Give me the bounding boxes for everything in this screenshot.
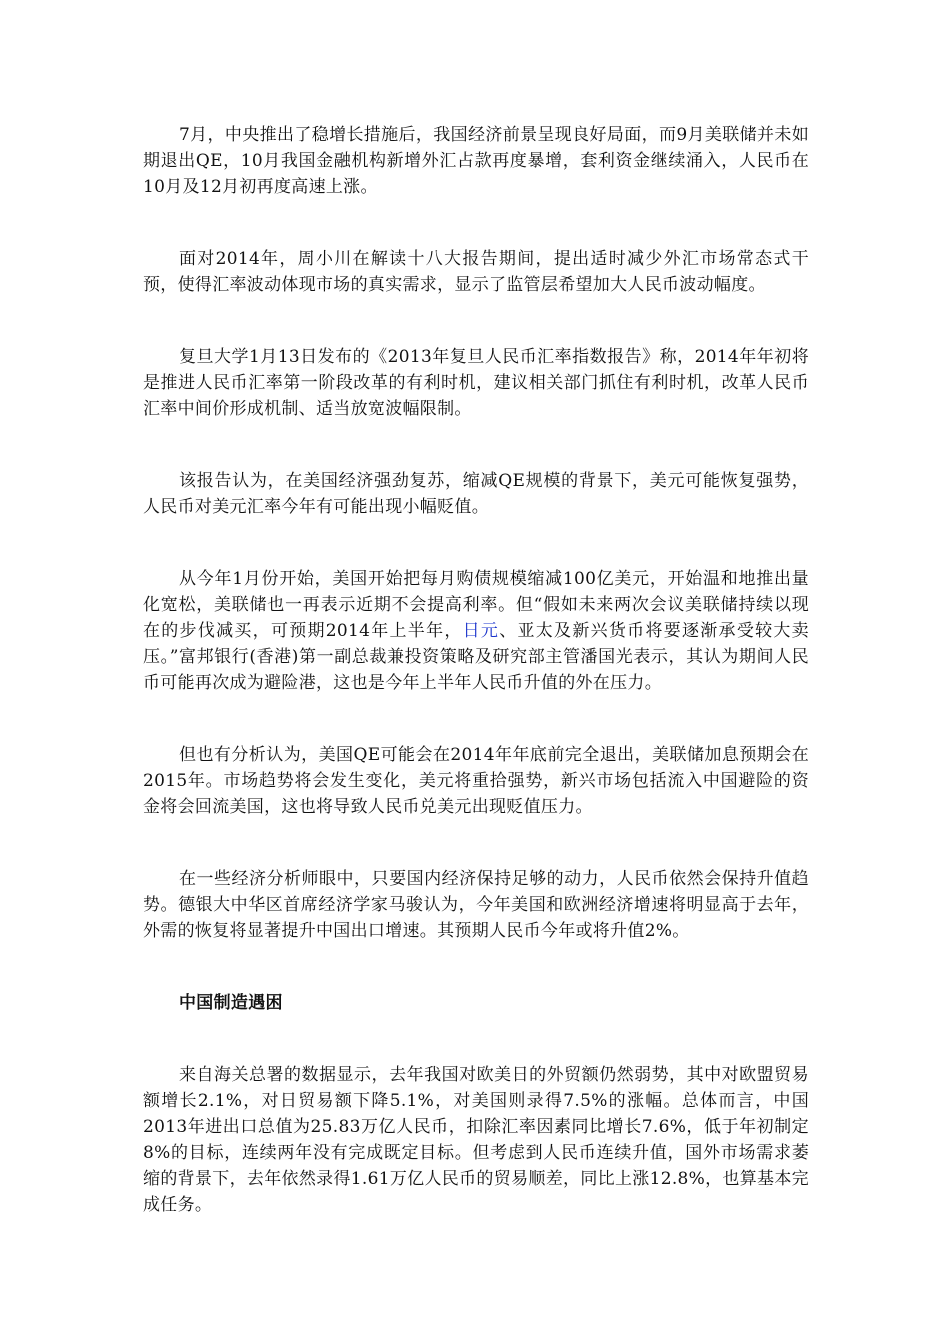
paragraph-5-text-after: 、亚太及新兴货币将要逐渐承受较大卖压。”富邦银行(香港)第一副总裁兼投资策略及研究部主管潘国光表示，其认为期间人民币可能再次成为避险港，这也是今年上半年人民币升值的外在压力。 xyxy=(143,621,809,693)
paragraph-2: 面对2014年，周小川在解读十八大报告期间，提出适时减少外汇市场常态式干预，使得汇率波动体现市场的真实需求，显示了监管层希望加大人民币波动幅度。 xyxy=(143,249,809,295)
paragraph-4: 该报告认为，在美国经济强劲复苏，缩减QE规模的背景下，美元可能恢复强势，人民币对美元汇率今年有可能出现小幅贬值。 xyxy=(143,471,809,517)
article-body xyxy=(143,122,809,1264)
paragraph-3: 复旦大学1月13日发布的《2013年复旦人民币汇率指数报告》称，2014年年初将是推进人民币汇率第一阶段改革的有利时机，建议相关部门抓住有利时机，改革人民币汇率中间价形成机制、适当放宽波幅限制。 xyxy=(143,347,809,419)
yen-link[interactable]: 日元 xyxy=(462,621,500,641)
paragraph-8: 来自海关总署的数据显示，去年我国对欧美日的外贸额仍然弱势，其中对欧盟贸易额增长2.1%，对日贸易额下降5.1%，对美国则录得7.5%的涨幅。总体而言，中国2013年进出口总值为25.83万亿人民币，扣除汇率因素同比增长7.6%，低于年初制定8%的目标，连续两年没有完成既定目标。但考虑到人民币连续升值，国外市场需求萎缩的背景下，去年依然录得1.61万亿人民币的贸易顺差，同比上涨12.8%，也算基本完成任务。 xyxy=(143,1065,809,1215)
paragraph-5 xyxy=(143,566,809,696)
paragraph-1: 7月，中央推出了稳增长措施后，我国经济前景呈现良好局面，而9月美联储并未如期退出QE，10月我国金融机构新增外汇占款再度暴增，套利资金继续涌入，人民币在10月及12月初再度高速上涨。 xyxy=(143,125,809,197)
paragraph-6: 但也有分析认为，美国QE可能会在2014年年底前完全退出，美联储加息预期会在2015年。市场趋势将会发生变化，美元将重拾强势，新兴市场包括流入中国避险的资金将会回流美国，这也将导致人民币兑美元出现贬值压力。 xyxy=(143,745,809,817)
paragraph-7: 在一些经济分析师眼中，只要国内经济保持足够的动力，人民币依然会保持升值趋势。德银大中华区首席经济学家马骏认为，今年美国和欧洲经济增速将明显高于去年，外需的恢复将显著提升中国出口增速。其预期人民币今年或将升值2%。 xyxy=(143,869,809,941)
section-heading: 中国制造遇困 xyxy=(179,993,283,1013)
paragraph-5-text-before: 从今年1月份开始，美国开始把每月购债规模缩减100亿美元，开始温和地推出量化宽松，美联储也一再表示近期不会提高利率。但“假如未来两次会议美联储持续以现在的步伐减买，可预期2014年上半年， xyxy=(143,569,809,641)
